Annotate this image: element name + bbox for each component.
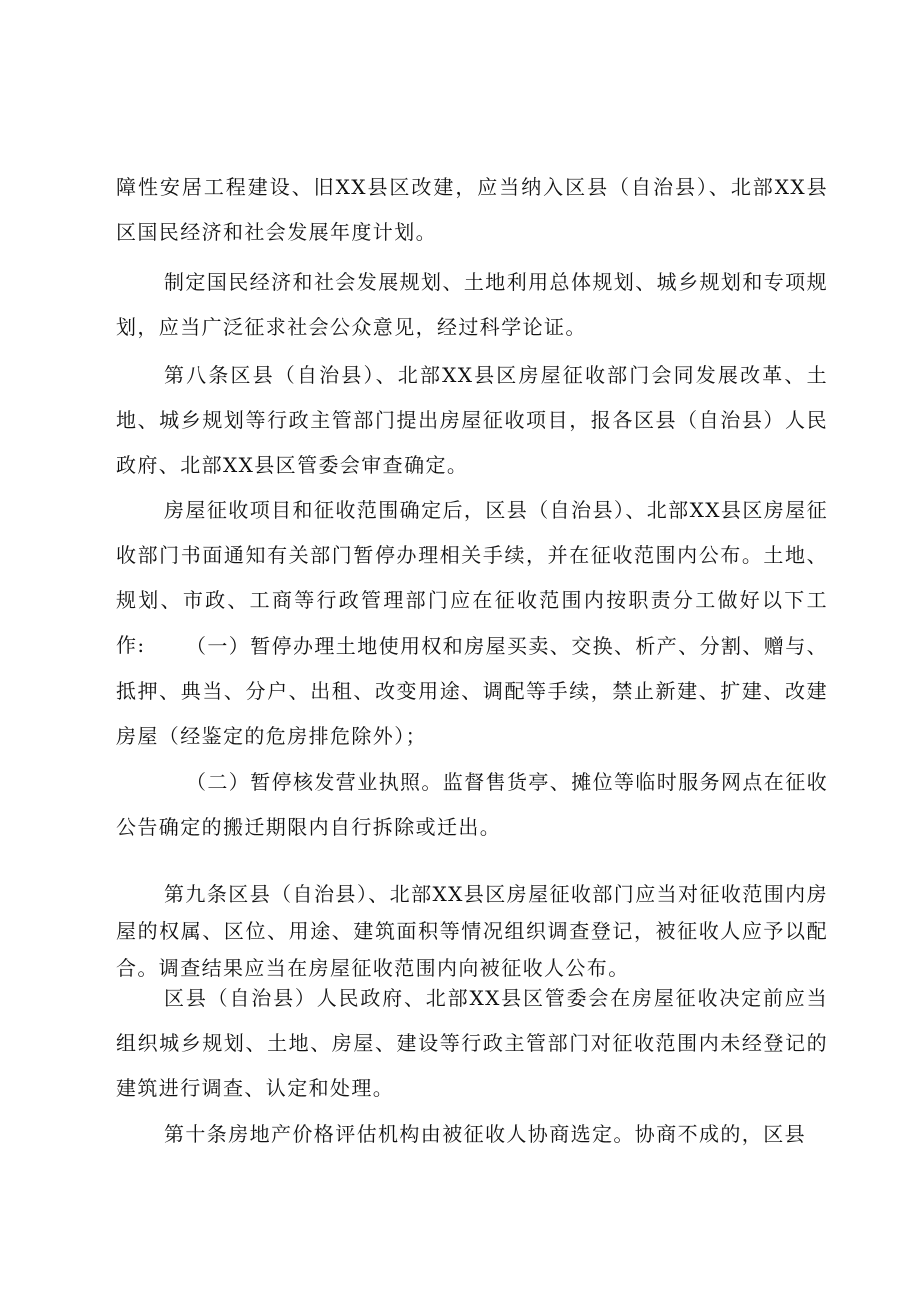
paragraph-planning: 制定国民经济和社会发展规划、土地利用总体规划、城乡规划和专项规划，应当广泛征求社会公众意见，经过科学论证。: [116, 270, 828, 339]
list-item-2: （二）暂停核发营业执照。监督售货亭、摊位等临时服务网点在征收公告确定的搬迁期限内自行拆除或迁出。: [116, 770, 828, 839]
paragraph-article-9: 第九条区县（自治县）、北部XX县区房屋征收部门应当对征收范围内房屋的权属、区位、用途、建筑面积等情况组织调查登记，被征收人应予以配合。调查结果应当在房屋征收范围内向被征收人公布。: [116, 882, 828, 980]
paragraph-article-10: 第十条房地产价格评估机构由被征收人协商选定。协商不成的，区县: [164, 1122, 806, 1146]
paragraph-unregistered-buildings: 区县（自治县）人民政府、北部XX县区管委会在房屋征收决定前应当组织城乡规划、土地、房屋、建设等行政主管部门对征收范围内未经登记的建筑进行调查、认定和处理。: [116, 986, 828, 1100]
paragraph-continuation: 障性安居工程建设、旧XX县区改建，应当纳入区县（自治县）、北部XX县区国民经济和社会发展年度计划。: [116, 175, 828, 244]
paragraph-article-8: 第八条区县（自治县）、北部XX县区房屋征收部门会同发展改革、土地、城乡规划等行政主管部门提出房屋征收项目，报各区县（自治县）人民政府、北部XX县区管委会审查确定。: [116, 363, 828, 477]
paragraph-scope-notice: 房屋征收项目和征收范围确定后，区县（自治县）、北部XX县区房屋征收部门书面通知有关部门暂停办理相关手续，并在征收范围内公布。土地、规划、市政、工商等行政管理部门应在征收范围内按职责分工做好以下工作:: [116, 498, 828, 657]
list-item-1: （一）暂停办理土地使用权和房屋买卖、交换、析产、分割、赠与、抵押、典当、分户、出租、改变用途、调配等手续，禁止新建、扩建、改建房屋（经鉴定的危房排危除外）；: [116, 634, 828, 748]
